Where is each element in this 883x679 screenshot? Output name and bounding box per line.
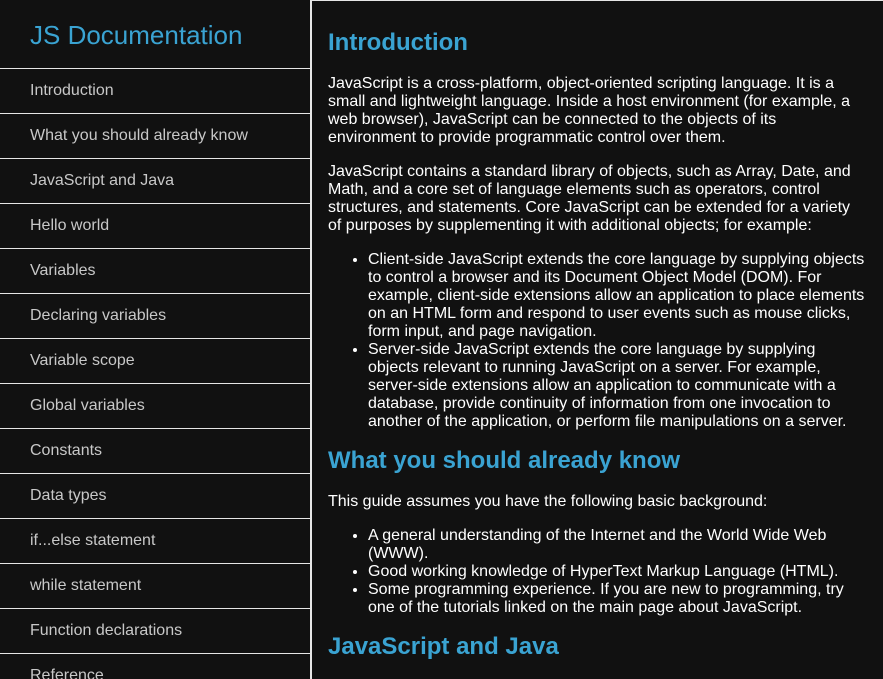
nav-link-constants[interactable]: Constants bbox=[0, 429, 310, 474]
section-title-introduction: Introduction bbox=[328, 29, 468, 56]
nav-link-variables[interactable]: Variables bbox=[0, 249, 310, 294]
nav-link-while-statement[interactable]: while statement bbox=[0, 564, 310, 609]
nav-link-function-declarations[interactable]: Function declarations bbox=[0, 609, 310, 654]
list-item: • Server-side JavaScript extends the core language by supplying objects relevant to running JavaScript on a server. For example, server-side extensions allow an application to communicate with a database, provide continuity of information from one invocation to another of the application, or perform file manipulations on a server. bbox=[368, 341, 867, 431]
section-what-you-should-already-know bbox=[328, 447, 867, 617]
nav-link-what-you-should-already-know[interactable]: What you should already know bbox=[0, 114, 310, 159]
main-content[interactable] bbox=[312, 0, 883, 679]
sidebar-header bbox=[0, 0, 310, 69]
sidebar-title: JS Documentation bbox=[30, 20, 243, 50]
nav-list bbox=[0, 69, 310, 679]
main-inner bbox=[312, 1, 867, 661]
nav-link-reference[interactable]: Reference bbox=[0, 654, 310, 679]
section-title-javascript-and-java: JavaScript and Java bbox=[328, 633, 559, 660]
section-introduction bbox=[328, 29, 867, 431]
nav-link-data-types[interactable]: Data types bbox=[0, 474, 310, 519]
nav-link-introduction[interactable]: Introduction bbox=[0, 69, 310, 114]
intro-paragraph-1: JavaScript is a cross-platform, object-oriented scripting language. It is a small and lightweight language. Inside a host environment (for example, a web browser), JavaScript can be connected to the objects of its environment to provide programmatic control over them. bbox=[328, 75, 851, 146]
intro-bullet-list bbox=[328, 251, 867, 431]
list-item: • Some programming experience. If you are new to programming, try one of the tutorials linked on the main page about JavaScript. bbox=[368, 581, 867, 617]
list-item: • A general understanding of the Internet and the World Wide Web (WWW). bbox=[368, 527, 867, 563]
nav-link-variable-scope[interactable]: Variable scope bbox=[0, 339, 310, 384]
nav-link-declaring-variables[interactable]: Declaring variables bbox=[0, 294, 310, 339]
section-javascript-and-java bbox=[328, 633, 867, 661]
already-know-paragraph: This guide assumes you have the following basic background: bbox=[328, 493, 768, 510]
nav-link-hello-world[interactable]: Hello world bbox=[0, 204, 310, 249]
nav-link-global-variables[interactable]: Global variables bbox=[0, 384, 310, 429]
list-item: • Client-side JavaScript extends the core language by supplying objects to control a browser and its Document Object Model (DOM). For example, client-side extensions allow an application to place elements on an HTML form and respond to user events such as mouse clicks, form input, and page navigation. bbox=[368, 251, 867, 341]
intro-paragraph-2: JavaScript contains a standard library of objects, such as Array, Date, and Math, and a core set of language elements such as operators, control structures, and statements. Core JavaScript can be extended for a variety of purposes by supplementing it with additional objects; for example: bbox=[328, 163, 851, 234]
list-item: • Good working knowledge of HyperText Markup Language (HTML). bbox=[368, 563, 867, 581]
already-know-bullet-list bbox=[328, 527, 867, 617]
section-title-what-you-should-already-know: What you should already know bbox=[328, 447, 681, 474]
nav-link-javascript-and-java[interactable]: JavaScript and Java bbox=[0, 159, 310, 204]
sidebar-nav bbox=[0, 0, 312, 679]
nav-link-if-else-statement[interactable]: if...else statement bbox=[0, 519, 310, 564]
